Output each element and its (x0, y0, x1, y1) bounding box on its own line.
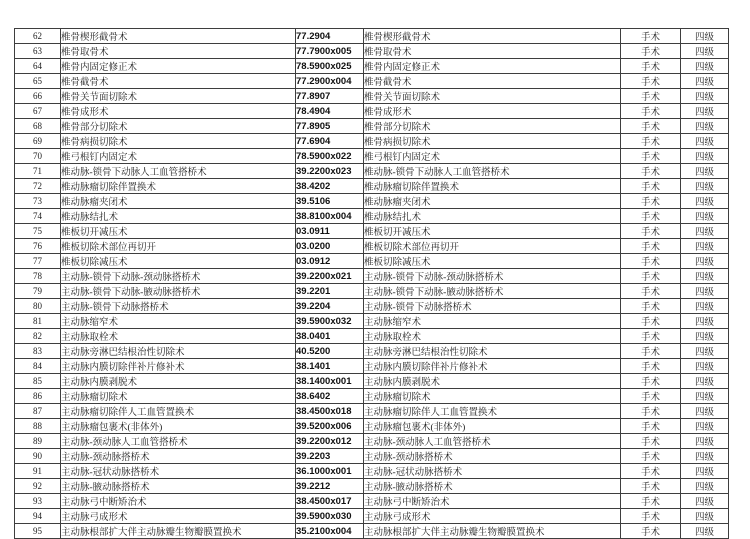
procedure-code-cell: 39.2200x012 (296, 434, 364, 449)
category-cell: 手术 (621, 119, 681, 134)
level-cell: 四级 (681, 164, 729, 179)
row-number-cell: 84 (15, 359, 61, 374)
row-number-cell: 83 (15, 344, 61, 359)
table-row (15, 104, 729, 119)
table-row (15, 374, 729, 389)
procedure-code-cell: 77.8907 (296, 89, 364, 104)
procedure-name-repeat-cell: 主动脉瘤切除伴人工血管置换术 (364, 404, 621, 419)
row-number-cell: 74 (15, 209, 61, 224)
row-number-cell: 75 (15, 224, 61, 239)
row-number-cell: 67 (15, 104, 61, 119)
row-number-cell: 65 (15, 74, 61, 89)
procedure-name-cell: 主动脉-冠状动脉搭桥术 (61, 464, 296, 479)
procedure-code-cell: 39.2204 (296, 299, 364, 314)
procedure-code-cell: 38.1401 (296, 359, 364, 374)
procedure-name-repeat-cell: 椎骨内固定修正术 (364, 59, 621, 74)
table-row (15, 389, 729, 404)
table-row (15, 44, 729, 59)
procedure-name-cell: 椎板切除减压术 (61, 254, 296, 269)
procedure-name-repeat-cell: 椎骨楔形截骨术 (364, 29, 621, 44)
level-cell: 四级 (681, 29, 729, 44)
procedure-name-repeat-cell: 主动脉-锁骨下动脉-腋动脉搭桥术 (364, 284, 621, 299)
procedure-name-cell: 椎动脉瘤夹闭术 (61, 194, 296, 209)
procedure-name-repeat-cell: 主动脉-冠状动脉搭桥术 (364, 464, 621, 479)
level-cell: 四级 (681, 254, 729, 269)
level-cell: 四级 (681, 74, 729, 89)
category-cell: 手术 (621, 134, 681, 149)
category-cell: 手术 (621, 104, 681, 119)
level-cell: 四级 (681, 509, 729, 524)
row-number-cell: 85 (15, 374, 61, 389)
procedure-name-repeat-cell: 主动脉-颈动脉搭桥术 (364, 449, 621, 464)
procedure-name-cell: 椎弓根钉内固定术 (61, 149, 296, 164)
procedure-name-cell: 主动脉内膜剥脱术 (61, 374, 296, 389)
procedure-code-cell: 03.0911 (296, 224, 364, 239)
level-cell: 四级 (681, 209, 729, 224)
procedure-name-cell: 主动脉-腋动脉搭桥术 (61, 479, 296, 494)
row-number-cell: 90 (15, 449, 61, 464)
category-cell: 手术 (621, 509, 681, 524)
procedure-name-repeat-cell: 椎骨病损切除术 (364, 134, 621, 149)
table-row (15, 239, 729, 254)
row-number-cell: 92 (15, 479, 61, 494)
procedure-name-cell: 椎骨成形术 (61, 104, 296, 119)
procedure-code-cell: 38.4202 (296, 179, 364, 194)
category-cell: 手术 (621, 209, 681, 224)
table-row (15, 254, 729, 269)
table-row (15, 299, 729, 314)
row-number-cell: 72 (15, 179, 61, 194)
level-cell: 四级 (681, 389, 729, 404)
category-cell: 手术 (621, 449, 681, 464)
table-row (15, 494, 729, 509)
table-row (15, 314, 729, 329)
procedure-name-cell: 椎骨内固定修正术 (61, 59, 296, 74)
procedure-name-repeat-cell: 主动脉-腋动脉搭桥术 (364, 479, 621, 494)
procedure-name-cell: 主动脉根部扩大伴主动脉瓣生物瓣膜置换术 (61, 524, 296, 539)
category-cell: 手术 (621, 404, 681, 419)
procedure-name-repeat-cell: 椎板切开减压术 (364, 224, 621, 239)
procedure-name-repeat-cell: 主动脉瘤切除术 (364, 389, 621, 404)
row-number-cell: 64 (15, 59, 61, 74)
category-cell: 手术 (621, 299, 681, 314)
table-row (15, 194, 729, 209)
procedure-name-repeat-cell: 主动脉旁淋巴结根治性切除术 (364, 344, 621, 359)
category-cell: 手术 (621, 44, 681, 59)
category-cell: 手术 (621, 74, 681, 89)
procedure-name-repeat-cell: 主动脉内膜切除伴补片修补术 (364, 359, 621, 374)
procedure-name-repeat-cell: 主动脉弓中断矫治术 (364, 494, 621, 509)
row-number-cell: 79 (15, 284, 61, 299)
category-cell: 手术 (621, 344, 681, 359)
procedure-name-cell: 主动脉瘤切除伴人工血管置换术 (61, 404, 296, 419)
procedure-name-repeat-cell: 主动脉瘤包裹术(非体外) (364, 419, 621, 434)
category-cell: 手术 (621, 359, 681, 374)
table-body (15, 29, 729, 539)
table-row (15, 404, 729, 419)
row-number-cell: 71 (15, 164, 61, 179)
procedure-code-cell: 77.2904 (296, 29, 364, 44)
level-cell: 四级 (681, 344, 729, 359)
row-number-cell: 66 (15, 89, 61, 104)
row-number-cell: 88 (15, 419, 61, 434)
category-cell: 手术 (621, 524, 681, 539)
level-cell: 四级 (681, 194, 729, 209)
table-row (15, 29, 729, 44)
procedure-name-cell: 椎骨部分切除术 (61, 119, 296, 134)
procedure-name-cell: 主动脉取栓术 (61, 329, 296, 344)
table-row (15, 119, 729, 134)
procedure-name-repeat-cell: 椎弓根钉内固定术 (364, 149, 621, 164)
procedure-code-cell: 78.5900x022 (296, 149, 364, 164)
procedure-name-repeat-cell: 椎骨截骨术 (364, 74, 621, 89)
procedure-code-cell: 39.5200x006 (296, 419, 364, 434)
table-row (15, 89, 729, 104)
procedure-name-cell: 主动脉-颈动脉搭桥术 (61, 449, 296, 464)
category-cell: 手术 (621, 494, 681, 509)
row-number-cell: 73 (15, 194, 61, 209)
table-row (15, 74, 729, 89)
table-row (15, 344, 729, 359)
procedure-name-cell: 椎动脉-锁骨下动脉人工血管搭桥术 (61, 164, 296, 179)
procedure-name-repeat-cell: 主动脉-锁骨下动脉-颈动脉搭桥术 (364, 269, 621, 284)
procedure-name-repeat-cell: 椎骨部分切除术 (364, 119, 621, 134)
row-number-cell: 78 (15, 269, 61, 284)
procedure-code-cell: 35.2100x004 (296, 524, 364, 539)
procedure-name-repeat-cell: 椎骨关节面切除术 (364, 89, 621, 104)
level-cell: 四级 (681, 524, 729, 539)
row-number-cell: 87 (15, 404, 61, 419)
row-number-cell: 70 (15, 149, 61, 164)
level-cell: 四级 (681, 284, 729, 299)
category-cell: 手术 (621, 389, 681, 404)
level-cell: 四级 (681, 434, 729, 449)
procedure-grading-table (14, 28, 729, 539)
category-cell: 手术 (621, 329, 681, 344)
procedure-name-repeat-cell: 主动脉弓成形术 (364, 509, 621, 524)
procedure-code-cell: 39.5900x030 (296, 509, 364, 524)
row-number-cell: 86 (15, 389, 61, 404)
level-cell: 四级 (681, 239, 729, 254)
procedure-name-cell: 椎动脉结扎术 (61, 209, 296, 224)
level-cell: 四级 (681, 134, 729, 149)
category-cell: 手术 (621, 434, 681, 449)
table-row (15, 449, 729, 464)
table-row (15, 179, 729, 194)
procedure-code-cell: 03.0200 (296, 239, 364, 254)
procedure-code-cell: 39.2201 (296, 284, 364, 299)
table-row (15, 359, 729, 374)
category-cell: 手术 (621, 89, 681, 104)
row-number-cell: 95 (15, 524, 61, 539)
category-cell: 手术 (621, 29, 681, 44)
procedure-name-repeat-cell: 主动脉-锁骨下动脉搭桥术 (364, 299, 621, 314)
procedure-name-repeat-cell: 椎骨成形术 (364, 104, 621, 119)
procedure-name-repeat-cell: 主动脉-颈动脉人工血管搭桥术 (364, 434, 621, 449)
level-cell: 四级 (681, 449, 729, 464)
category-cell: 手术 (621, 239, 681, 254)
procedure-code-cell: 77.2900x004 (296, 74, 364, 89)
level-cell: 四级 (681, 104, 729, 119)
procedure-name-cell: 椎动脉瘤切除伴置换术 (61, 179, 296, 194)
procedure-name-repeat-cell: 椎动脉瘤切除伴置换术 (364, 179, 621, 194)
procedure-code-cell: 39.2212 (296, 479, 364, 494)
procedure-name-cell: 主动脉缩窄术 (61, 314, 296, 329)
level-cell: 四级 (681, 224, 729, 239)
level-cell: 四级 (681, 479, 729, 494)
procedure-code-cell: 78.4904 (296, 104, 364, 119)
category-cell: 手术 (621, 419, 681, 434)
procedure-name-cell: 主动脉瘤切除术 (61, 389, 296, 404)
level-cell: 四级 (681, 149, 729, 164)
procedure-code-cell: 39.2200x023 (296, 164, 364, 179)
procedure-name-repeat-cell: 主动脉取栓术 (364, 329, 621, 344)
table-row (15, 149, 729, 164)
procedure-name-cell: 椎骨关节面切除术 (61, 89, 296, 104)
level-cell: 四级 (681, 269, 729, 284)
category-cell: 手术 (621, 59, 681, 74)
procedure-name-cell: 椎骨截骨术 (61, 74, 296, 89)
procedure-code-cell: 38.8100x004 (296, 209, 364, 224)
procedure-code-cell: 36.1000x001 (296, 464, 364, 479)
table-row (15, 224, 729, 239)
procedure-name-cell: 主动脉瘤包裹术(非体外) (61, 419, 296, 434)
table-row (15, 479, 729, 494)
table-row (15, 164, 729, 179)
category-cell: 手术 (621, 194, 681, 209)
procedure-name-cell: 主动脉弓中断矫治术 (61, 494, 296, 509)
procedure-name-repeat-cell: 椎动脉结扎术 (364, 209, 621, 224)
procedure-name-repeat-cell: 椎板切除术部位再切开 (364, 239, 621, 254)
procedure-name-cell: 椎骨取骨术 (61, 44, 296, 59)
table-row (15, 419, 729, 434)
table-row (15, 434, 729, 449)
level-cell: 四级 (681, 59, 729, 74)
table-row (15, 329, 729, 344)
procedure-name-cell: 主动脉-颈动脉人工血管搭桥术 (61, 434, 296, 449)
level-cell: 四级 (681, 359, 729, 374)
row-number-cell: 76 (15, 239, 61, 254)
row-number-cell: 69 (15, 134, 61, 149)
table-row (15, 524, 729, 539)
procedure-name-cell: 主动脉弓成形术 (61, 509, 296, 524)
procedure-name-cell: 主动脉旁淋巴结根治性切除术 (61, 344, 296, 359)
procedure-code-cell: 78.5900x025 (296, 59, 364, 74)
procedure-code-cell: 77.7900x005 (296, 44, 364, 59)
category-cell: 手术 (621, 149, 681, 164)
table-row (15, 59, 729, 74)
level-cell: 四级 (681, 419, 729, 434)
row-number-cell: 68 (15, 119, 61, 134)
procedure-name-repeat-cell: 主动脉内膜剥脱术 (364, 374, 621, 389)
procedure-name-cell: 主动脉内膜切除伴补片修补术 (61, 359, 296, 374)
category-cell: 手术 (621, 224, 681, 239)
procedure-code-cell: 38.4500x018 (296, 404, 364, 419)
category-cell: 手术 (621, 254, 681, 269)
level-cell: 四级 (681, 404, 729, 419)
procedure-code-cell: 38.0401 (296, 329, 364, 344)
procedure-name-repeat-cell: 主动脉根部扩大伴主动脉瓣生物瓣膜置换术 (364, 524, 621, 539)
procedure-code-cell: 03.0912 (296, 254, 364, 269)
row-number-cell: 89 (15, 434, 61, 449)
level-cell: 四级 (681, 89, 729, 104)
category-cell: 手术 (621, 164, 681, 179)
procedure-name-cell: 椎板切开减压术 (61, 224, 296, 239)
category-cell: 手术 (621, 269, 681, 284)
row-number-cell: 77 (15, 254, 61, 269)
level-cell: 四级 (681, 299, 729, 314)
procedure-code-cell: 38.1400x001 (296, 374, 364, 389)
procedure-code-cell: 77.8905 (296, 119, 364, 134)
table-row (15, 509, 729, 524)
level-cell: 四级 (681, 464, 729, 479)
row-number-cell: 62 (15, 29, 61, 44)
table-row (15, 464, 729, 479)
category-cell: 手术 (621, 464, 681, 479)
table-row (15, 134, 729, 149)
level-cell: 四级 (681, 119, 729, 134)
procedure-name-cell: 椎骨楔形截骨术 (61, 29, 296, 44)
procedure-name-cell: 主动脉-锁骨下动脉搭桥术 (61, 299, 296, 314)
procedure-name-repeat-cell: 主动脉缩窄术 (364, 314, 621, 329)
row-number-cell: 82 (15, 329, 61, 344)
row-number-cell: 63 (15, 44, 61, 59)
procedure-code-cell: 39.2203 (296, 449, 364, 464)
procedure-name-repeat-cell: 椎动脉-锁骨下动脉人工血管搭桥术 (364, 164, 621, 179)
procedure-name-repeat-cell: 椎动脉瘤夹闭术 (364, 194, 621, 209)
procedure-code-cell: 39.5900x032 (296, 314, 364, 329)
procedure-code-cell: 40.5200 (296, 344, 364, 359)
table-row (15, 209, 729, 224)
category-cell: 手术 (621, 314, 681, 329)
procedure-code-cell: 39.2200x021 (296, 269, 364, 284)
category-cell: 手术 (621, 374, 681, 389)
level-cell: 四级 (681, 179, 729, 194)
procedure-name-cell: 主动脉-锁骨下动脉-颈动脉搭桥术 (61, 269, 296, 284)
procedure-name-cell: 主动脉-锁骨下动脉-腋动脉搭桥术 (61, 284, 296, 299)
procedure-name-repeat-cell: 椎骨取骨术 (364, 44, 621, 59)
level-cell: 四级 (681, 314, 729, 329)
level-cell: 四级 (681, 374, 729, 389)
category-cell: 手术 (621, 479, 681, 494)
level-cell: 四级 (681, 329, 729, 344)
procedure-name-cell: 椎骨病损切除术 (61, 134, 296, 149)
procedure-code-cell: 77.6904 (296, 134, 364, 149)
row-number-cell: 81 (15, 314, 61, 329)
procedure-name-repeat-cell: 椎板切除减压术 (364, 254, 621, 269)
category-cell: 手术 (621, 284, 681, 299)
row-number-cell: 80 (15, 299, 61, 314)
procedure-name-cell: 椎板切除术部位再切开 (61, 239, 296, 254)
row-number-cell: 91 (15, 464, 61, 479)
procedure-code-cell: 39.5106 (296, 194, 364, 209)
level-cell: 四级 (681, 494, 729, 509)
row-number-cell: 93 (15, 494, 61, 509)
procedure-code-cell: 38.4500x017 (296, 494, 364, 509)
procedure-code-cell: 38.6402 (296, 389, 364, 404)
table-row (15, 269, 729, 284)
row-number-cell: 94 (15, 509, 61, 524)
table-row (15, 284, 729, 299)
level-cell: 四级 (681, 44, 729, 59)
category-cell: 手术 (621, 179, 681, 194)
